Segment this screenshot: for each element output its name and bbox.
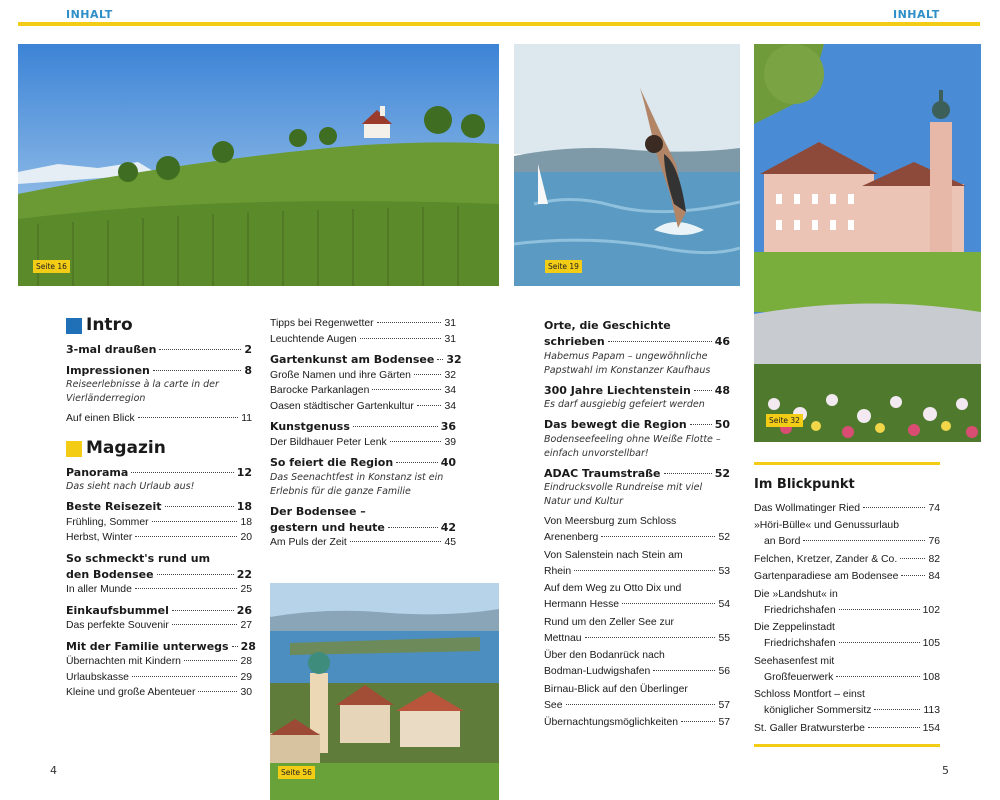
toc-entry[interactable]: Gartenparadiese am Bodensee 84 <box>754 571 940 582</box>
toc-entry[interactable]: Rund um den Zeller See zur Mettnau 55 <box>544 616 730 644</box>
toc-entry[interactable]: Mit der Familie unterwegs 28 Übernachten mit Kindern 28 Urlaubskasse 29 Kleine und große Abenteuer 30 <box>66 639 256 698</box>
toc-entry[interactable]: 3-mal draußen 2 <box>66 343 252 356</box>
toc-entry[interactable]: Orte, die Geschichte schrieben 46 Habemus Papam – ungewöhnliche Papstwahl im Konstanzer Kaufhaus <box>544 319 730 376</box>
page-badge-56: Seite 56 <box>278 766 315 779</box>
toc-entry[interactable]: Von Meersburg zum Schloss Arenenberg 52 <box>544 516 730 543</box>
toc-entry[interactable]: So feiert die Region 40 Das Seenachtfest in Konstanz ist ein Erlebnis für die ganze Familie <box>270 456 456 497</box>
toc-entry[interactable]: Über den Bodanrück nach Bodman-Ludwigshafen 56 <box>544 650 730 677</box>
toc-entry[interactable]: Schloss Montfort – einst königlicher Sommersitz 113 <box>754 689 940 716</box>
toc-entry[interactable]: Einkaufsbummel 26 Das perfekte Souvenir 27 <box>66 603 252 631</box>
page-badge-32: Seite 32 <box>766 414 803 427</box>
toc-entry[interactable]: Die Zeppelinstadt Friedrichshafen 105 <box>754 622 940 649</box>
toc-column-2 <box>270 316 462 556</box>
toc-entry[interactable]: Von Salenstein nach Stein am Rhein 53 <box>544 549 730 577</box>
toc-entry[interactable]: Das bewegt die Region 50 Bodenseefeeling ohne Weiße Flotte – einfach unvorstellbar! <box>544 418 730 459</box>
toc-entry[interactable]: Auf dem Weg zu Otto Dix und Hermann Hesse 54 <box>544 583 730 610</box>
toc-entry[interactable]: Die »Landshut« in Friedrichshafen 102 <box>754 588 940 616</box>
toc-entry[interactable]: So schmeckt's rund um den Bodensee 22 In aller Munde 25 <box>66 551 252 595</box>
header-rule <box>18 22 980 26</box>
toc-entry[interactable]: Birnau-Blick auf den Überlinger See 57 <box>544 683 730 711</box>
toc-entry[interactable]: St. Galler Bratwursterbe 154 <box>754 722 940 734</box>
toc-entry[interactable]: Impressionen 8 Reiseerlebnisse à la carte in der Vierländerregion <box>66 363 252 404</box>
section-heading-intro: Intro <box>66 318 252 334</box>
toc-entry[interactable]: Kunstgenuss 36 Der Bildhauer Peter Lenk 39 <box>270 420 456 448</box>
toc-entry[interactable]: Beste Reisezeit 18 Frühling, Sommer 18 Herbst, Winter 20 <box>66 500 252 543</box>
page-number-left: 4 <box>50 764 57 777</box>
toc-entry[interactable]: Übernachtungsmöglichkeiten 57 <box>544 717 730 728</box>
palace-garden-photo <box>754 44 981 442</box>
toc-entry[interactable]: Auf einen Blick 11 <box>66 413 252 424</box>
toc-column-1 <box>66 315 256 706</box>
toc-entry[interactable]: Panorama 12 Das sieht nach Urlaub aus! <box>66 465 252 492</box>
blickpunkt-box <box>754 462 940 747</box>
toc-entry[interactable]: Der Bodensee – gestern und heute 42 Am Puls der Zeit 45 <box>270 504 456 548</box>
page-badge-19: Seite 19 <box>545 260 582 273</box>
blue-square-icon <box>66 318 82 334</box>
toc-entry[interactable]: »Höri-Bülle« und Genussurlaub an Bord 76 <box>754 520 940 547</box>
section-heading-magazin: Magazin <box>66 441 252 457</box>
toc-column-3 <box>544 318 730 736</box>
toc-entry[interactable]: Felchen, Kretzer, Zander & Co. 82 <box>754 553 940 565</box>
swimmer-lake-photo <box>514 44 740 286</box>
yellow-square-icon <box>66 441 82 457</box>
toc-entry[interactable]: Das Wollmatinger Ried 74 <box>754 502 940 514</box>
toc-entry[interactable]: ADAC Traumstraße 52 Eindrucksvolle Rundreise mit viel Natur und Kultur <box>544 466 730 507</box>
blickpunkt-title: Im Blickpunkt <box>754 477 855 492</box>
section-label-right: INHALT <box>893 8 940 21</box>
toc-entry[interactable]: 300 Jahre Liechtenstein 48 Es darf ausgiebig gefeiert werden <box>544 383 730 410</box>
toc-entry[interactable]: Tipps bei Regenwetter 31 Leuchtende Augen 31 <box>270 318 456 345</box>
page-badge-16: Seite 16 <box>33 260 70 273</box>
page-number-right: 5 <box>942 764 949 777</box>
toc-entry[interactable]: Seehasenfest mit Großfeuerwerk 108 <box>754 655 940 683</box>
vineyard-chapel-photo <box>18 44 499 286</box>
section-label-left: INHALT <box>66 8 113 21</box>
toc-entry[interactable]: Gartenkunst am Bodensee 32 Große Namen und ihre Gärten 32 Barocke Parkanlagen 34 Oasen städtischer Gartenkultur 34 <box>270 353 462 412</box>
